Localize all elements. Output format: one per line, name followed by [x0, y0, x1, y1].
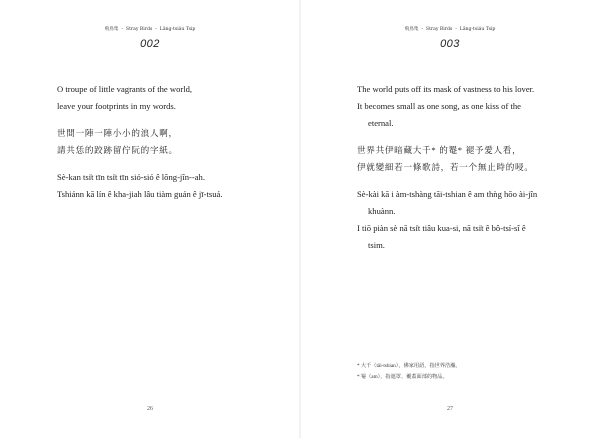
footnotes	[357, 361, 461, 383]
english-line: eternal.	[368, 118, 394, 128]
page-number: 26	[147, 406, 153, 412]
english-line: It becomes small as one song, as one kiss of the	[357, 101, 521, 111]
footnote: * 大千（tāi-tshian），佛家用語，指世界浩瀚。	[357, 363, 461, 369]
taiwanese-line: Tshiánn kā lín ê kha-jiah lâu tiàm guán ê jī-tsuá.	[57, 189, 223, 199]
chinese-line: 世界共伊暗藏大千* 的罨* 褪予愛人看，	[357, 145, 522, 155]
poem-body	[57, 81, 223, 203]
poem-number: 003	[440, 38, 460, 50]
poem-body	[357, 81, 537, 254]
english-line: The world puts off its mask of vastness to his lover.	[357, 84, 535, 94]
taiwanese-line: khuànn.	[368, 206, 396, 216]
taiwanese-line: Sè-kài kā i àm-tshàng tāi-tshian ê am thǹg hōo ài-jîn	[357, 189, 538, 199]
chinese-line: 請共恁的跤跡留佇阮的字紙。	[57, 145, 178, 155]
right-page	[300, 0, 600, 438]
taiwanese-line: tsim.	[368, 240, 385, 250]
chinese-line: 世間一陣一陣小小的浪人啊，	[57, 128, 178, 138]
taiwanese-line: Sè-kan tsi̍t tīn tsi̍t tīn sió-sió ê lōng-jîn--ah.	[57, 172, 205, 182]
footnote: * 罨（am），指遮罩、覆蓋面部的物品。	[357, 374, 448, 380]
english-line: leave your footprints in my words.	[57, 101, 176, 111]
english-line: O troupe of little vagrants of the world,	[57, 84, 193, 94]
page-number: 27	[447, 406, 453, 412]
poem-number: 002	[140, 38, 160, 50]
running-head: 飛鳥集 ・ Stray Birds ・ Lâng-tsiáu Tsip	[104, 27, 196, 32]
chinese-line: 伊就變細若一條歌詩，若一个無止時的唚。	[357, 162, 534, 172]
taiwanese-line: I tiō piàn sè nā tsi̍t tiâu kua-si, nā tsi̍t ê bô-tsí-sî ê	[357, 223, 526, 233]
running-head: 飛鳥集 ・ Stray Birds ・ Lâng-tsiáu Tsip	[404, 27, 496, 32]
